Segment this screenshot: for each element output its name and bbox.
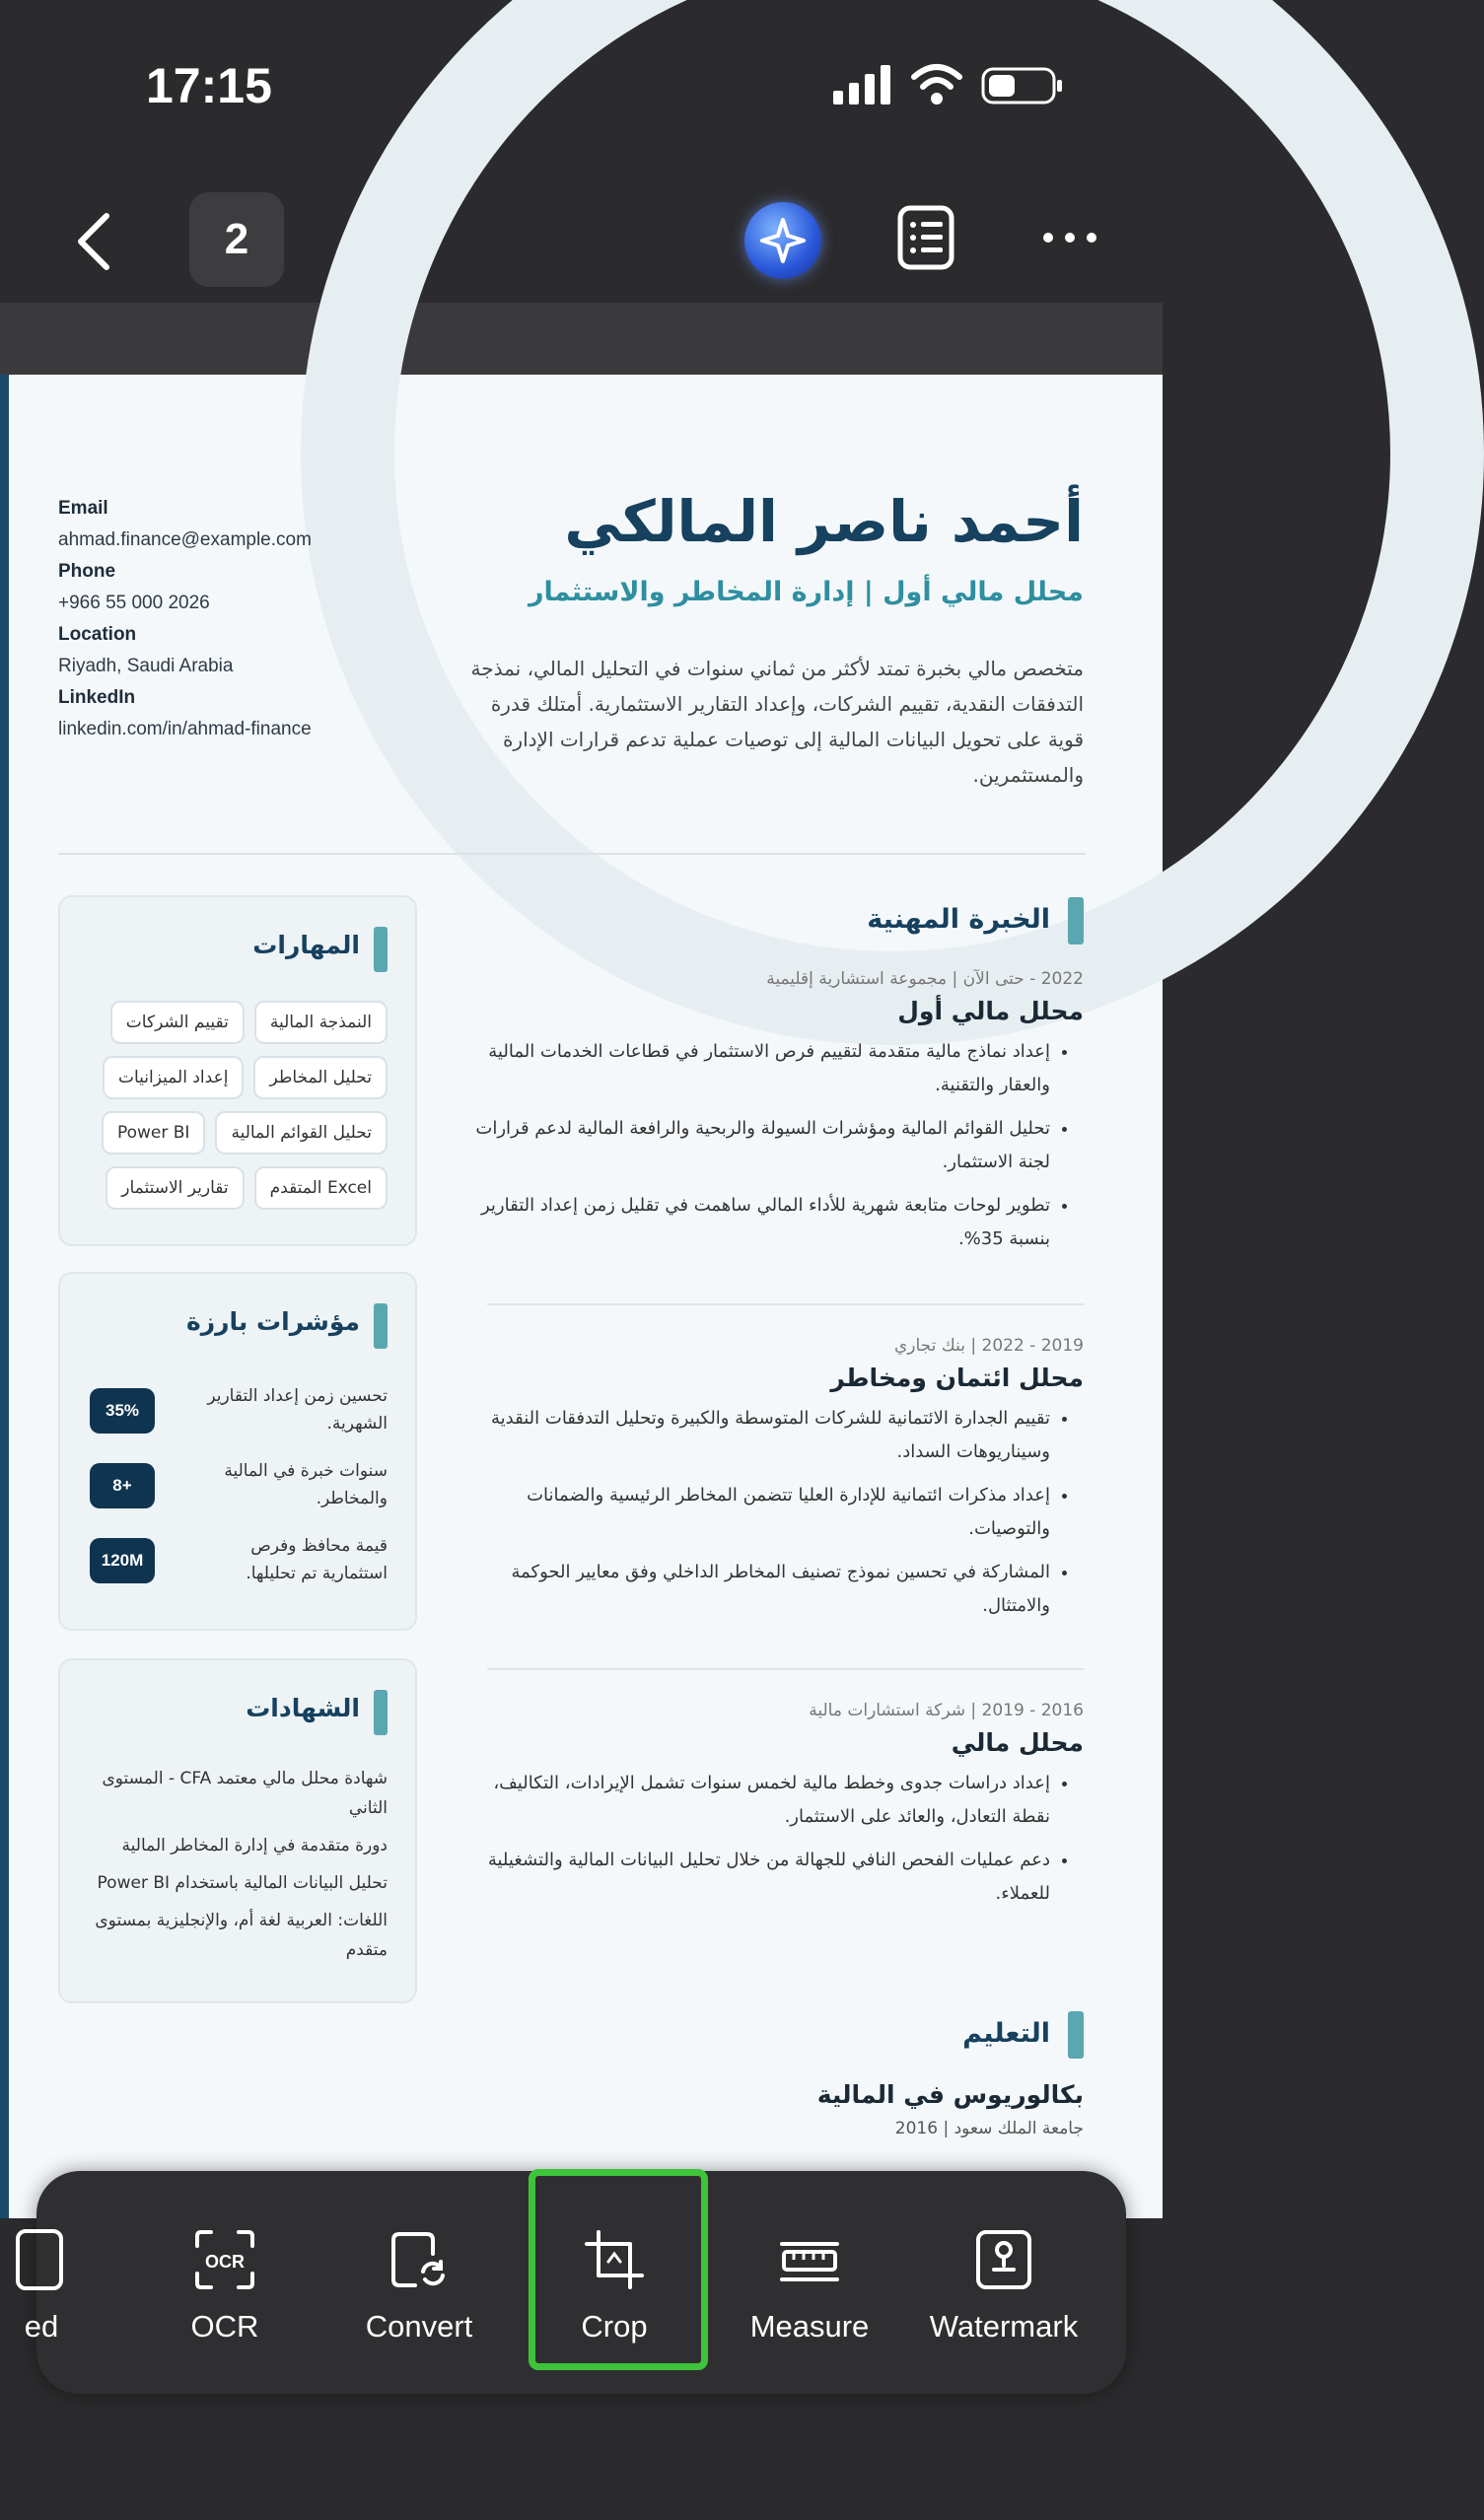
job-meta: 2016 - 2019 | شركة استشارات مالية <box>809 1701 1084 1720</box>
header-divider <box>58 853 1086 855</box>
resume-role: محلل مالي أول | إدارة المخاطر والاستثمار <box>528 577 1084 607</box>
page-edge-accent <box>0 375 9 2218</box>
job-bullet: • إعداد نماذج مالية متقدمة لتقييم فرص الاستثمار في قطاعات الخدمات المالية والعقار والتقنية. <box>453 1035 1050 1102</box>
degree-meta: جامعة الملك سعود | 2016 <box>894 2119 1084 2138</box>
tool-convert[interactable] <box>325 2171 513 2394</box>
job-bullet: • تحليل القوائم المالية ومؤشرات السيولة والربحية والرافعة المالية لدعم قرارات لجنة الاستثمار. <box>453 1112 1050 1179</box>
watermark-icon <box>972 2228 1035 2291</box>
metric-row <box>82 1457 388 1520</box>
certificates-list <box>72 1764 388 1973</box>
bottom-safe-area <box>0 2394 1163 2520</box>
job-bullet: • تقييم الجدارة الائتمانية للشركات المتوسطة والكبيرة وتحليل التدفقات النقدية وسيناريوهات السداد. <box>453 1402 1050 1469</box>
contact-label: Location <box>58 624 137 645</box>
contact-value: Riyadh, Saudi Arabia <box>58 656 234 676</box>
svg-text:OCR: OCR <box>205 2252 245 2272</box>
tool-measure[interactable] <box>716 2171 903 2394</box>
section-accent-bar <box>374 1303 388 1349</box>
degree-title: بكالوريوس في المالية <box>816 2080 1084 2109</box>
job-bullet: • المشاركة في تحسين نموذج تصنيف المخاطر الداخلي وفق معايير الحوكمة والامتثال. <box>453 1556 1050 1623</box>
tool-label: Measure <box>749 2309 870 2344</box>
resume-name: أحمد ناصر المالكي <box>564 488 1084 555</box>
tool-label: Convert <box>365 2309 473 2344</box>
resume-summary: متخصص مالي بخبرة تمتد لأكثر من ثماني سنوات في التحليل المالي، نمذجة التدفقات النقدية، تقييم الشركات، وإعداد التقارير الاستثمارية. أمتلك قدرة قوية على تحويل البيانات المالية إلى توصيات عملية تدعم قرارات الإدارة والمستثمرين. <box>470 657 1084 787</box>
skill-chip: تقييم الشركات <box>110 1001 245 1044</box>
ocr-icon <box>193 2228 256 2291</box>
contact-label: Email <box>58 498 108 519</box>
section-accent-bar <box>374 927 388 972</box>
back-chevron-icon[interactable] <box>69 212 118 271</box>
measure-icon <box>778 2228 841 2291</box>
certificate-item: اللغات: العربية لغة أم، والإنجليزية بمستوى متقدم <box>95 1911 388 1960</box>
section-accent-bar <box>374 1690 388 1735</box>
experience-section <box>453 895 1084 945</box>
metric-text: سنوات خبرة في المالية والمخاطر. <box>224 1461 388 1508</box>
certificates-card <box>58 1658 417 2003</box>
resume-page <box>0 375 1163 2218</box>
certificate-item: شهادة محلل مالي معتمد CFA - المستوى الثاني <box>102 1769 388 1818</box>
convert-icon <box>388 2228 451 2291</box>
skill-chip: تحليل القوائم المالية <box>215 1111 388 1155</box>
metric-badge: 120M <box>90 1538 155 1583</box>
job-entry <box>453 969 1084 1266</box>
job-bullet: • تطوير لوحات متابعة شهرية للأداء المالي ساهمت في تقليل زمن إعداد التقارير بنسبة 35%. <box>453 1189 1050 1256</box>
certificate-item: تحليل البيانات المالية باستخدام Power BI <box>97 1873 388 1893</box>
metrics-title: مؤشرات بارزة <box>185 1307 360 1336</box>
partial-icon <box>16 2228 67 2291</box>
tool-label: ed <box>24 2309 59 2344</box>
crop-highlight <box>529 2169 708 2370</box>
contact-label: LinkedIn <box>58 687 136 708</box>
job-bullet: • إعداد دراسات جدوى وخطط مالية لخمس سنوات تشمل الإيرادات، التكاليف، نقطة التعادل، والعائد على الاستثمار. <box>453 1767 1050 1834</box>
tool-label: Watermark <box>929 2309 1079 2344</box>
contact-block <box>58 488 384 740</box>
education-section <box>453 2009 1084 2138</box>
skill-chip: النمذجة المالية <box>254 1001 388 1044</box>
education-title: التعليم <box>453 2009 1084 2059</box>
skills-card <box>58 895 417 1246</box>
job-divider <box>487 1303 1084 1305</box>
skill-chip: Excel المتقدم <box>254 1166 388 1210</box>
tool-ocr[interactable] <box>131 2171 318 2394</box>
metric-text: تحسين زمن إعداد التقارير الشهرية. <box>207 1386 388 1434</box>
skills-chips <box>92 1001 388 1210</box>
job-bullets <box>453 1035 1084 1256</box>
job-bullets <box>453 1767 1084 1911</box>
job-entry <box>453 1336 1084 1633</box>
metric-badge: 35% <box>90 1388 155 1434</box>
metrics-card <box>58 1272 417 1631</box>
job-meta: 2019 - 2022 | بنك تجاري <box>893 1336 1084 1356</box>
skill-chip: Power BI <box>102 1111 205 1155</box>
skills-title: المهارات <box>252 931 360 959</box>
tool-partial[interactable] <box>0 2171 135 2394</box>
certificate-item: دورة متقدمة في إدارة المخاطر المالية <box>121 1836 388 1855</box>
metric-row <box>82 1382 388 1445</box>
contact-value: +966 55 000 2026 <box>58 593 210 613</box>
tool-label: Crop <box>581 2309 648 2344</box>
certificates-title: الشهادات <box>246 1694 360 1722</box>
metric-text: قيمة محافظ وفرص استثمارية تم تحليلها. <box>246 1536 388 1583</box>
job-bullet: • إعداد مذكرات ائتمانية للإدارة العليا تتضمن المخاطر الرئيسية والضمانات والتوصيات. <box>453 1479 1050 1546</box>
page-number-button[interactable]: 2 <box>189 192 284 287</box>
job-meta: 2022 - حتى الآن | مجموعة استشارية إقليمية <box>766 969 1084 989</box>
job-title: محلل ائتمان ومخاطر <box>830 1364 1084 1392</box>
job-bullets <box>453 1402 1084 1623</box>
job-divider <box>487 1668 1084 1670</box>
tool-watermark[interactable] <box>910 2171 1097 2394</box>
status-time: 17:15 <box>146 58 272 113</box>
metric-badge: 8+ <box>90 1463 155 1508</box>
contact-value: linkedin.com/in/ahmad-finance <box>58 719 312 739</box>
metric-row <box>82 1532 388 1595</box>
document-viewport[interactable] <box>0 375 1163 2218</box>
skill-chip: تقارير الاستثمار <box>106 1166 244 1210</box>
skill-chip: إعداد الميزانيات <box>103 1056 245 1099</box>
job-title: محلل مالي <box>951 1728 1084 1757</box>
job-bullet: • دعم عمليات الفحص النافي للجهالة من خلال تحليل البيانات المالية والتشغيلية للعملاء. <box>453 1844 1050 1911</box>
contact-label: Phone <box>58 561 116 582</box>
job-title: محلل مالي أول <box>897 997 1084 1025</box>
experience-title: الخبرة المهنية <box>453 895 1084 945</box>
skill-chip: تحليل المخاطر <box>253 1056 388 1099</box>
job-entry <box>453 1701 1084 1921</box>
contact-value: ahmad.finance@example.com <box>58 529 312 550</box>
tool-label: OCR <box>190 2309 259 2344</box>
